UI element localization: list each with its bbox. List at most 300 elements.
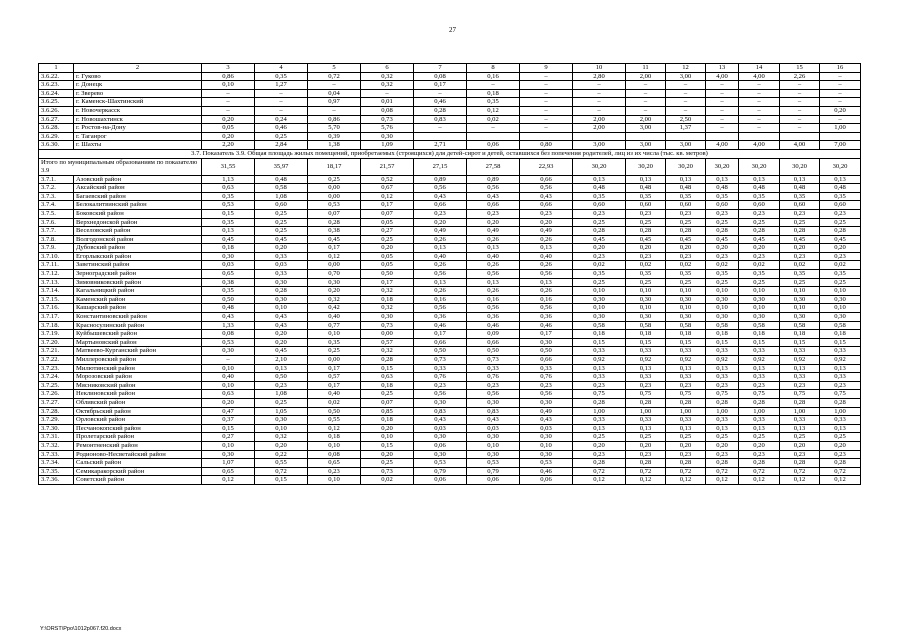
column-number: 1 <box>39 64 74 73</box>
value-cell: 0,50 <box>308 407 361 416</box>
value-cell: 0,28 <box>573 227 626 236</box>
row-code: 3.7.14. <box>39 287 74 296</box>
value-cell: 2,50 <box>666 115 706 124</box>
row-code: 3.7.29. <box>39 416 74 425</box>
value-cell: – <box>467 81 520 90</box>
value-cell: 0,18 <box>308 433 361 442</box>
value-cell: 0,26 <box>467 235 520 244</box>
value-cell: 0,12 <box>308 252 361 261</box>
value-cell: 0,02 <box>739 261 780 270</box>
value-cell: 0,10 <box>706 304 739 313</box>
value-cell: 1,00 <box>666 407 706 416</box>
value-cell: 0,20 <box>255 244 308 253</box>
value-cell: 0,25 <box>706 433 739 442</box>
value-cell: 0,13 <box>666 364 706 373</box>
row-name: г. Донецк <box>74 81 202 90</box>
value-cell: – <box>780 98 820 107</box>
value-cell: 0,36 <box>467 313 520 322</box>
value-cell: 0,46 <box>255 124 308 133</box>
table-row <box>39 184 861 193</box>
value-cell: 0,56 <box>414 304 467 313</box>
value-cell: 0,56 <box>520 184 573 193</box>
value-cell: 0,32 <box>361 347 414 356</box>
total-value: 27,58 <box>467 158 520 175</box>
value-cell: 0,33 <box>706 347 739 356</box>
value-cell: 0,92 <box>666 356 706 365</box>
value-cell: 0,52 <box>361 175 414 184</box>
value-cell: 0,18 <box>361 416 414 425</box>
value-cell: 0,25 <box>820 278 861 287</box>
row-name: Советский район <box>74 476 202 485</box>
value-cell: – <box>626 98 666 107</box>
value-cell: 0,15 <box>202 209 255 218</box>
value-cell: 0,30 <box>520 450 573 459</box>
value-cell: 0,28 <box>739 227 780 236</box>
value-cell: 0,10 <box>626 287 666 296</box>
value-cell: 0,23 <box>739 381 780 390</box>
row-code: 3.7.25. <box>39 381 74 390</box>
value-cell: 0,23 <box>780 209 820 218</box>
value-cell: 0,66 <box>467 338 520 347</box>
value-cell: 0,20 <box>202 132 255 141</box>
value-cell: 0,56 <box>520 390 573 399</box>
value-cell: 0,35 <box>780 192 820 201</box>
value-cell: 1,00 <box>626 407 666 416</box>
value-cell: 0,63 <box>202 184 255 193</box>
row-name: Орловский район <box>74 416 202 425</box>
value-cell: – <box>820 115 861 124</box>
value-cell: 0,35 <box>626 192 666 201</box>
row-name: Ремонтненский район <box>74 441 202 450</box>
value-cell: 0,20 <box>626 441 666 450</box>
value-cell: 0,23 <box>626 252 666 261</box>
row-name: г. Каменск-Шахтинский <box>74 98 202 107</box>
value-cell: 0,48 <box>202 304 255 313</box>
value-cell: – <box>739 124 780 133</box>
value-cell: – <box>626 106 666 115</box>
value-cell: 0,33 <box>573 347 626 356</box>
value-cell: 0,13 <box>739 424 780 433</box>
table-row <box>39 175 861 184</box>
value-cell: 0,13 <box>739 175 780 184</box>
value-cell: 0,10 <box>739 304 780 313</box>
value-cell: – <box>666 89 706 98</box>
value-cell: 0,10 <box>780 304 820 313</box>
value-cell: 0,12 <box>573 476 626 485</box>
value-cell: 0,18 <box>739 330 780 339</box>
value-cell: 0,66 <box>520 175 573 184</box>
value-cell: – <box>573 81 626 90</box>
value-cell: 0,77 <box>308 321 361 330</box>
value-cell: 3,00 <box>626 141 666 150</box>
value-cell: – <box>706 98 739 107</box>
value-cell: 0,35 <box>666 192 706 201</box>
value-cell: 0,10 <box>739 287 780 296</box>
row-code: 3.6.23. <box>39 81 74 90</box>
value-cell: 0,28 <box>706 227 739 236</box>
value-cell: 0,55 <box>255 459 308 468</box>
value-cell: 0,56 <box>414 390 467 399</box>
value-cell: 0,27 <box>361 227 414 236</box>
row-name: г. Новошахтинск <box>74 115 202 124</box>
value-cell: 0,26 <box>520 261 573 270</box>
value-cell: 0,58 <box>573 321 626 330</box>
table-row <box>39 313 861 322</box>
value-cell: 0,07 <box>361 398 414 407</box>
value-cell: 0,65 <box>202 270 255 279</box>
value-cell: 0,05 <box>202 124 255 133</box>
table-row <box>39 218 861 227</box>
value-cell: 0,00 <box>308 184 361 193</box>
value-cell: 0,35 <box>706 270 739 279</box>
value-cell: 0,26 <box>467 261 520 270</box>
value-cell: 2,10 <box>255 356 308 365</box>
row-code: 3.6.24. <box>39 89 74 98</box>
value-cell: 0,13 <box>573 175 626 184</box>
value-cell: 0,25 <box>780 278 820 287</box>
value-cell: 0,56 <box>414 270 467 279</box>
value-cell: – <box>820 98 861 107</box>
value-cell: 0,48 <box>706 184 739 193</box>
column-number: 2 <box>74 64 202 73</box>
value-cell: – <box>520 89 573 98</box>
value-cell: – <box>308 106 361 115</box>
value-cell: 0,24 <box>255 115 308 124</box>
value-cell: 0,13 <box>666 424 706 433</box>
value-cell: 0,60 <box>666 201 706 210</box>
value-cell: 0,28 <box>820 227 861 236</box>
value-cell: 0,33 <box>626 373 666 382</box>
table-row <box>39 106 861 115</box>
value-cell: 0,72 <box>255 467 308 476</box>
value-cell: 0,73 <box>467 356 520 365</box>
value-cell: – <box>820 89 861 98</box>
value-cell: 0,48 <box>573 184 626 193</box>
row-code: 3.7.10. <box>39 252 74 261</box>
value-cell: 0,10 <box>255 304 308 313</box>
value-cell: 0,25 <box>255 227 308 236</box>
value-cell: 0,25 <box>626 433 666 442</box>
value-cell: 0,30 <box>202 252 255 261</box>
value-cell: 0,10 <box>820 287 861 296</box>
value-cell: 0,07 <box>308 209 361 218</box>
value-cell: 0,23 <box>467 209 520 218</box>
value-cell: – <box>520 81 573 90</box>
value-cell: 0,75 <box>706 390 739 399</box>
value-cell: 0,28 <box>666 398 706 407</box>
value-cell: – <box>573 89 626 98</box>
value-cell: 0,66 <box>414 338 467 347</box>
value-cell: 0,33 <box>820 373 861 382</box>
row-name: Морозовский район <box>74 373 202 382</box>
value-cell: 0,12 <box>820 476 861 485</box>
value-cell: 0,02 <box>308 398 361 407</box>
value-cell: 0,04 <box>308 89 361 98</box>
value-cell: 0,13 <box>706 424 739 433</box>
value-cell: 0,30 <box>520 433 573 442</box>
value-cell: 0,05 <box>361 252 414 261</box>
row-name: г. Шахты <box>74 141 202 150</box>
value-cell: 0,23 <box>666 450 706 459</box>
column-number: 11 <box>626 64 666 73</box>
value-cell: 0,25 <box>573 433 626 442</box>
value-cell: 0,30 <box>666 313 706 322</box>
value-cell: 0,13 <box>414 244 467 253</box>
value-cell: 0,66 <box>414 201 467 210</box>
value-cell: 0,18 <box>626 330 666 339</box>
row-name: Мясниковский район <box>74 381 202 390</box>
value-cell: 0,25 <box>739 218 780 227</box>
value-cell: 0,20 <box>361 424 414 433</box>
table-row <box>39 98 861 107</box>
table-row <box>39 364 861 373</box>
value-cell: 0,23 <box>520 381 573 390</box>
value-cell: 0,20 <box>255 338 308 347</box>
value-cell: 0,43 <box>414 416 467 425</box>
table-row <box>39 416 861 425</box>
value-cell: 0,33 <box>739 373 780 382</box>
value-cell: 0,15 <box>739 338 780 347</box>
value-cell: 0,23 <box>666 209 706 218</box>
value-cell: 0,49 <box>414 227 467 236</box>
value-cell: 1,09 <box>361 141 414 150</box>
value-cell: 0,45 <box>255 347 308 356</box>
value-cell: 0,26 <box>467 287 520 296</box>
value-cell: 0,20 <box>820 244 861 253</box>
value-cell <box>626 132 666 141</box>
value-cell: 0,30 <box>820 313 861 322</box>
value-cell: 0,23 <box>820 381 861 390</box>
value-cell: 0,30 <box>255 278 308 287</box>
value-cell: 0,30 <box>520 338 573 347</box>
value-cell: 0,35 <box>573 270 626 279</box>
value-cell: – <box>666 98 706 107</box>
table-row <box>39 192 861 201</box>
table-row <box>39 304 861 313</box>
value-cell <box>706 132 739 141</box>
value-cell: 0,23 <box>626 209 666 218</box>
value-cell: 0,20 <box>739 441 780 450</box>
value-cell: 0,92 <box>820 356 861 365</box>
value-cell: 0,83 <box>467 407 520 416</box>
row-code: 3.6.30. <box>39 141 74 150</box>
value-cell: 3,00 <box>573 141 626 150</box>
row-code: 3.7.27. <box>39 398 74 407</box>
value-cell: 0,60 <box>780 201 820 210</box>
value-cell: 0,72 <box>820 467 861 476</box>
value-cell: 0,15 <box>361 441 414 450</box>
value-cell: 0,33 <box>255 270 308 279</box>
row-name: Милютинский район <box>74 364 202 373</box>
value-cell: 0,76 <box>520 373 573 382</box>
value-cell: – <box>308 81 361 90</box>
value-cell: 0,30 <box>739 295 780 304</box>
value-cell: 0,25 <box>573 218 626 227</box>
value-cell: – <box>666 81 706 90</box>
table-row <box>39 270 861 279</box>
column-number: 5 <box>308 64 361 73</box>
row-name: Боковский район <box>74 209 202 218</box>
value-cell: 0,12 <box>626 476 666 485</box>
value-cell: 0,30 <box>467 450 520 459</box>
value-cell: 0,35 <box>706 192 739 201</box>
value-cell: 0,10 <box>573 287 626 296</box>
value-cell: 0,06 <box>414 441 467 450</box>
value-cell: – <box>666 106 706 115</box>
value-cell: 0,25 <box>308 175 361 184</box>
value-cell: 0,18 <box>780 330 820 339</box>
row-name: Неклиновский район <box>74 390 202 399</box>
value-cell: 0,25 <box>739 278 780 287</box>
value-cell: 0,42 <box>308 304 361 313</box>
value-cell: 0,23 <box>255 381 308 390</box>
value-cell: 0,20 <box>626 244 666 253</box>
value-cell: 0,75 <box>820 390 861 399</box>
value-cell: 0,12 <box>739 476 780 485</box>
value-cell: 0,33 <box>626 416 666 425</box>
value-cell: 0,48 <box>666 184 706 193</box>
value-cell: 0,40 <box>308 313 361 322</box>
value-cell: 0,23 <box>706 381 739 390</box>
value-cell: 0,01 <box>361 98 414 107</box>
value-cell: 0,43 <box>520 192 573 201</box>
value-cell: 0,20 <box>780 441 820 450</box>
value-cell: 0,33 <box>780 416 820 425</box>
value-cell: 0,17 <box>308 381 361 390</box>
value-cell: 0,10 <box>255 424 308 433</box>
value-cell: 0,30 <box>361 132 414 141</box>
value-cell: – <box>739 98 780 107</box>
value-cell: 1,27 <box>255 81 308 90</box>
value-cell: 0,23 <box>573 450 626 459</box>
value-cell: 0,25 <box>255 132 308 141</box>
row-code: 3.7.28. <box>39 407 74 416</box>
row-code: 3.7.34. <box>39 459 74 468</box>
value-cell: 0,48 <box>255 175 308 184</box>
row-code: 3.7.5. <box>39 209 74 218</box>
page-number: 27 <box>449 26 456 34</box>
row-code: 3.7.3. <box>39 192 74 201</box>
row-name: Егорлыкский район <box>74 252 202 261</box>
value-cell: – <box>739 115 780 124</box>
value-cell: 0,48 <box>739 184 780 193</box>
row-code: 3.7.26. <box>39 390 74 399</box>
column-number: 4 <box>255 64 308 73</box>
value-cell: 0,40 <box>414 252 467 261</box>
value-cell: 2,00 <box>626 72 666 81</box>
value-cell <box>467 132 520 141</box>
value-cell: 0,03 <box>520 424 573 433</box>
total-value: 30,20 <box>573 158 626 175</box>
value-cell: 0,20 <box>820 441 861 450</box>
value-cell: 1,05 <box>255 407 308 416</box>
value-cell: 0,58 <box>255 184 308 193</box>
row-code: 3.7.1. <box>39 175 74 184</box>
value-cell: 1,00 <box>706 407 739 416</box>
total-value: 35,97 <box>255 158 308 175</box>
table-row <box>39 373 861 382</box>
value-cell: 0,45 <box>666 235 706 244</box>
value-cell: 0,43 <box>414 192 467 201</box>
value-cell: 0,15 <box>780 338 820 347</box>
value-cell: 0,23 <box>780 450 820 459</box>
value-cell: 0,20 <box>308 287 361 296</box>
value-cell: – <box>820 72 861 81</box>
column-number: 15 <box>780 64 820 73</box>
row-name: Родионово-Несветайский район <box>74 450 202 459</box>
value-cell: – <box>361 89 414 98</box>
table-row <box>39 115 861 124</box>
value-cell: 0,57 <box>361 338 414 347</box>
value-cell: 0,20 <box>202 115 255 124</box>
row-name: Красносулинский район <box>74 321 202 330</box>
value-cell: 0,30 <box>414 450 467 459</box>
row-code: 3.7.2. <box>39 184 74 193</box>
value-cell: 1,07 <box>202 459 255 468</box>
total-value: 22,93 <box>520 158 573 175</box>
value-cell: 0,72 <box>706 467 739 476</box>
value-cell: 0,45 <box>308 235 361 244</box>
value-cell: 0,35 <box>255 72 308 81</box>
value-cell: 0,46 <box>467 321 520 330</box>
value-cell: 0,33 <box>666 373 706 382</box>
value-cell: 0,25 <box>706 218 739 227</box>
row-name: Белокалитвинский район <box>74 201 202 210</box>
row-code: 3.7.11. <box>39 261 74 270</box>
value-cell: 0,03 <box>414 424 467 433</box>
row-name: Кагальницкий район <box>74 287 202 296</box>
value-cell: 0,79 <box>414 467 467 476</box>
value-cell: 0,45 <box>202 235 255 244</box>
total-value: 18,17 <box>308 158 361 175</box>
row-name: Заветинский район <box>74 261 202 270</box>
value-cell: 0,18 <box>573 330 626 339</box>
row-name: Матвеево-Курганский район <box>74 347 202 356</box>
value-cell: 4,00 <box>739 141 780 150</box>
value-cell: 0,00 <box>308 261 361 270</box>
value-cell: 0,12 <box>706 476 739 485</box>
value-cell: 0,43 <box>255 321 308 330</box>
value-cell: 0,33 <box>467 364 520 373</box>
column-number: 12 <box>666 64 706 73</box>
value-cell: 0,25 <box>780 433 820 442</box>
value-cell: 0,40 <box>520 252 573 261</box>
value-cell: 3,00 <box>666 141 706 150</box>
value-cell <box>820 132 861 141</box>
value-cell: 0,58 <box>626 321 666 330</box>
value-cell: 0,33 <box>520 364 573 373</box>
value-cell: 0,28 <box>739 459 780 468</box>
value-cell: 0,28 <box>414 106 467 115</box>
value-cell: 0,20 <box>706 441 739 450</box>
value-cell: 0,12 <box>780 476 820 485</box>
value-cell: 0,12 <box>202 476 255 485</box>
row-name: г. Таганрог <box>74 132 202 141</box>
value-cell: 0,56 <box>467 270 520 279</box>
table-row <box>39 424 861 433</box>
value-cell: – <box>202 89 255 98</box>
value-cell: 0,27 <box>202 433 255 442</box>
value-cell: 0,56 <box>467 390 520 399</box>
value-cell: 0,33 <box>820 347 861 356</box>
value-cell: 0,25 <box>255 398 308 407</box>
value-cell: 0,28 <box>626 398 666 407</box>
value-cell: 1,00 <box>573 407 626 416</box>
value-cell: 0,45 <box>780 235 820 244</box>
value-cell: 0,13 <box>520 244 573 253</box>
row-code: 3.6.22. <box>39 72 74 81</box>
value-cell: 0,23 <box>706 450 739 459</box>
